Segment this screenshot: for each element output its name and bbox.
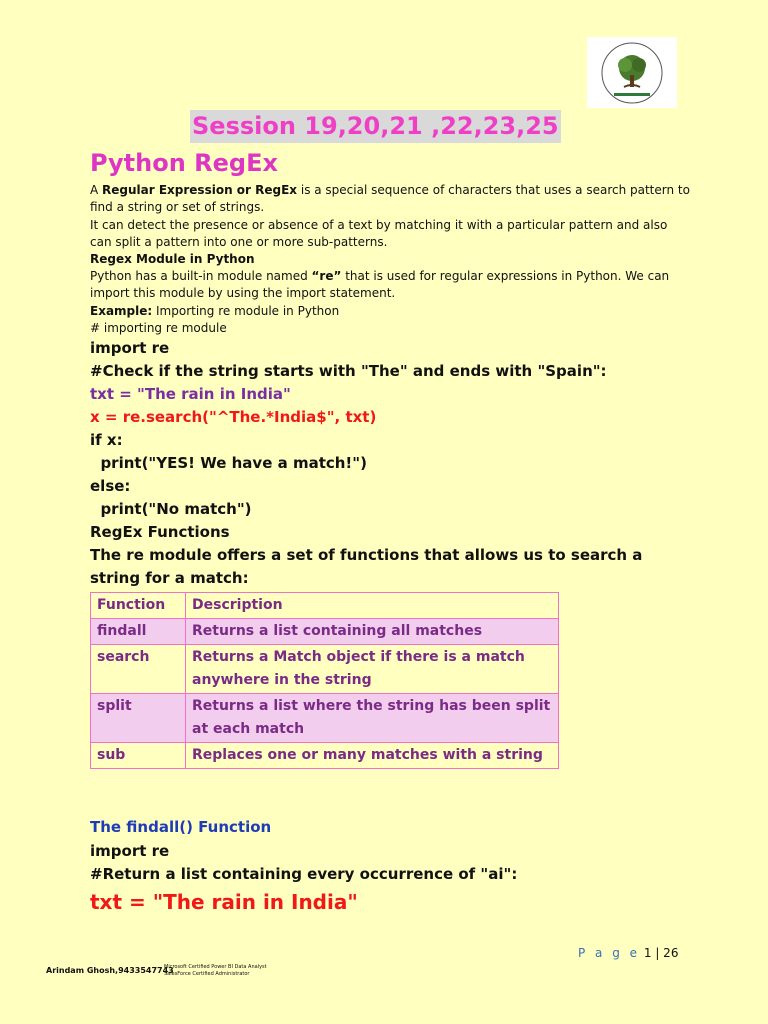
intro-p1-rest: is a special sequence of characters that uses a search pattern to find a string or set of strings. bbox=[90, 183, 690, 214]
table-row bbox=[91, 645, 559, 694]
code-line-8: print("No match") bbox=[90, 500, 252, 518]
page-title: Session 19,20,21 ,22,23,25 bbox=[192, 112, 559, 140]
table-header-cell: Description bbox=[186, 593, 559, 619]
comment-line: # importing re module bbox=[90, 321, 227, 335]
page-count: 1 | 26 bbox=[643, 946, 679, 960]
example-text: Importing re module in Python bbox=[152, 304, 340, 318]
code-line-5: if x: bbox=[90, 431, 123, 449]
intro-p3-prefix: Python has a built-in module named bbox=[90, 269, 312, 283]
table-cell: Returns a list containing all matches bbox=[186, 619, 559, 645]
intro-p1-prefix: A bbox=[90, 183, 103, 197]
logo bbox=[587, 37, 677, 108]
tree-logo-icon bbox=[600, 41, 664, 105]
table-cell: findall bbox=[91, 619, 186, 645]
cert-line-1: Microsoft Certified Power BI Data Analyst bbox=[164, 964, 267, 970]
code-line-6: print("YES! We have a match!") bbox=[90, 454, 367, 472]
intro-paragraph-2: It can detect the presence or absence of a text by matching it with a particular pattern and also can split a pattern into one or more sub-patterns. bbox=[90, 218, 668, 249]
functions-intro-1: The re module offers a set of functions that allows us to search a bbox=[90, 546, 643, 564]
intro-p1-bold: Regular Expression or RegEx bbox=[102, 183, 298, 197]
functions-table bbox=[90, 592, 559, 769]
table-row bbox=[91, 619, 559, 645]
page-number bbox=[578, 946, 678, 960]
intro-p3-bold: “re” bbox=[311, 269, 342, 283]
title-highlight bbox=[190, 110, 561, 143]
table-header-row bbox=[91, 593, 559, 619]
table-row bbox=[91, 743, 559, 769]
example-label: Example: bbox=[90, 304, 153, 318]
module-heading: Regex Module in Python bbox=[90, 252, 255, 266]
author-line: Arindam Ghosh,9433547743 bbox=[46, 966, 174, 975]
example-line bbox=[90, 303, 690, 320]
table-cell: Replaces one or many matches with a string bbox=[186, 743, 559, 769]
table-cell: search bbox=[91, 645, 186, 694]
intro-paragraph-1 bbox=[90, 182, 690, 216]
table-header-cell: Function bbox=[91, 593, 186, 619]
cert-line-2: SalesForce Certified Administrator bbox=[164, 971, 250, 977]
code-line-4: x = re.search("^The.*India$", txt) bbox=[90, 408, 377, 426]
regex-functions-heading: RegEx Functions bbox=[90, 523, 230, 541]
table-cell: sub bbox=[91, 743, 186, 769]
certifications bbox=[164, 964, 267, 978]
functions-intro-2: string for a match: bbox=[90, 569, 249, 587]
code-line-7: else: bbox=[90, 477, 131, 495]
code-line-1: import re bbox=[90, 339, 170, 357]
table-cell: Returns a Match object if there is a match anywhere in the string bbox=[186, 645, 559, 694]
intro-p3-rest: that is used for regular expressions in Python. We can import this module by using the import statement. bbox=[90, 269, 670, 300]
findall-line-1: import re bbox=[90, 842, 170, 860]
code-line-2: #Check if the string starts with "The" and ends with "Spain": bbox=[90, 362, 607, 380]
findall-line-2: #Return a list containing every occurrence of "ai": bbox=[90, 865, 518, 883]
section-heading: Python RegEx bbox=[90, 149, 278, 177]
table-cell: split bbox=[91, 694, 186, 743]
intro-paragraph-3 bbox=[90, 268, 690, 302]
code-line-3: txt = "The rain in India" bbox=[90, 385, 291, 403]
page-label: P a g e bbox=[578, 946, 641, 960]
findall-line-3: txt = "The rain in India" bbox=[90, 890, 358, 914]
table-cell: Returns a list where the string has been split at each match bbox=[186, 694, 559, 743]
findall-heading: The findall() Function bbox=[90, 818, 272, 836]
table-row bbox=[91, 694, 559, 743]
